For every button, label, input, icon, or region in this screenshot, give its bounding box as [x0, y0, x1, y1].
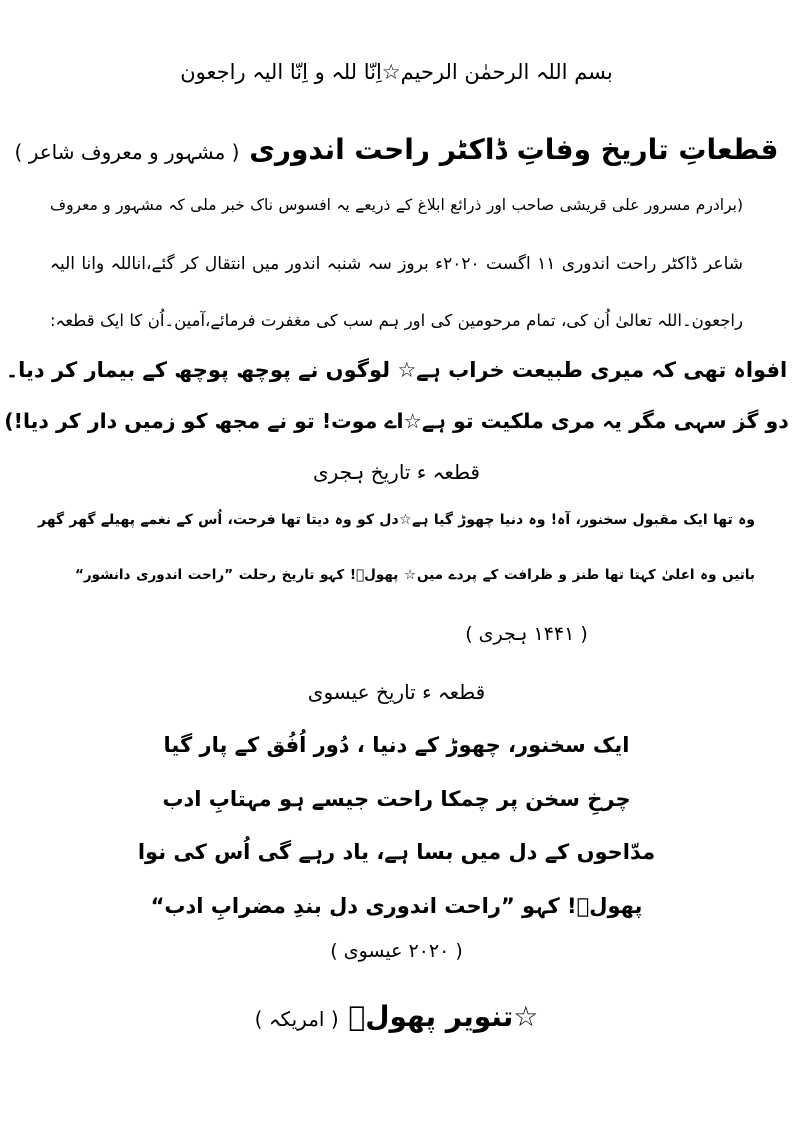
hijri-verse-line-2: باتیں وہ اعلیٰ کہتا تھا طنز و ظرافت کے پردے میں☆ پھولؔ! کہو تاریخ رحلت ”راحت اندوری دانشور“ [75, 567, 755, 583]
intro-line-2: شاعر ڈاکٹر راحت اندوری ۱۱ اگست ۲۰۲۰ء بروز سہ شنبہ اندور میں انتقال کر گئے،اناللہ وانا الیہ [50, 254, 743, 274]
intro-line-3: راجعون۔اللہ تعالیٰ اُن کی، تمام مرحومین کی اور ہم سب کی مغفرت فرمائے،آمین۔اُن کا ایک قطعہ: [50, 311, 743, 330]
isvi-poem-line-2: چرخِ سخن پر چمکا راحت جیسے ہو مہتابِ ادب [162, 787, 631, 811]
poet-country: ( امریکہ ) [254, 1007, 339, 1031]
hijri-heading: قطعہ ء تاریخ ہجری [313, 460, 480, 484]
quoted-qita-line-1: افواہ تھی کہ میری طبیعت خراب ہے☆ لوگوں نے پوچھ پوچھ کے بیمار کر دیا۔ [5, 358, 788, 382]
basmala: بسم اللہ الرحمٰن الرحیم☆اِنّا للہ و اِنّا الیہ راجعون [180, 60, 613, 84]
isvi-poem-line-4: پھولؔ! کہو ”راحت اندوری دل بندِ مضرابِ ادب“ [150, 894, 643, 918]
isvi-heading: قطعہ ء تاریخ عیسوی [307, 680, 486, 704]
page-title [0, 133, 793, 166]
hijri-year-row [0, 623, 793, 645]
quoted-qita-line-2: دو گز سہی مگر یہ مری ملکیت تو ہے☆اے موت! تو نے مجھ کو زمیں دار کر دیا!) [4, 409, 789, 433]
isvi-poem-line-1: ایک سخنور، چھوڑ کے دنیا ، دُور اُفُق کے پار گیا [163, 733, 630, 757]
isvi-poem-line-3: مدّاحوں کے دل میں بسا ہے، یاد رہے گی اُس کی نوا [137, 840, 656, 864]
hijri-verse-line-1: وہ تھا ایک مقبول سخنور، آہ! وہ دنیا چھوڑ گیا ہے☆دل کو وہ دیتا تھا فرحت، اُس کے نغمے پھیلے گھر گھر [38, 512, 755, 528]
hijri-year: ( ۱۴۴۱ ہجری ) [465, 623, 588, 645]
intro-line-1: (برادرم مسرور علی قریشی صاحب اور ذرائع ابلاغ کے ذریعے یہ افسوس ناک خبر ملی کہ مشہور و معروف [50, 196, 743, 214]
isvi-year: ( ۲۰۲۰ عیسوی ) [330, 940, 463, 962]
poet-name: ☆تنویر پھولؔ [348, 1000, 539, 1033]
title-main: قطعاتِ تاریخ وفاتِ ڈاکٹر راحت اندوری [249, 133, 779, 166]
signature [0, 1000, 793, 1033]
title-subtitle: ( مشہور و معروف شاعر ) [14, 140, 240, 164]
